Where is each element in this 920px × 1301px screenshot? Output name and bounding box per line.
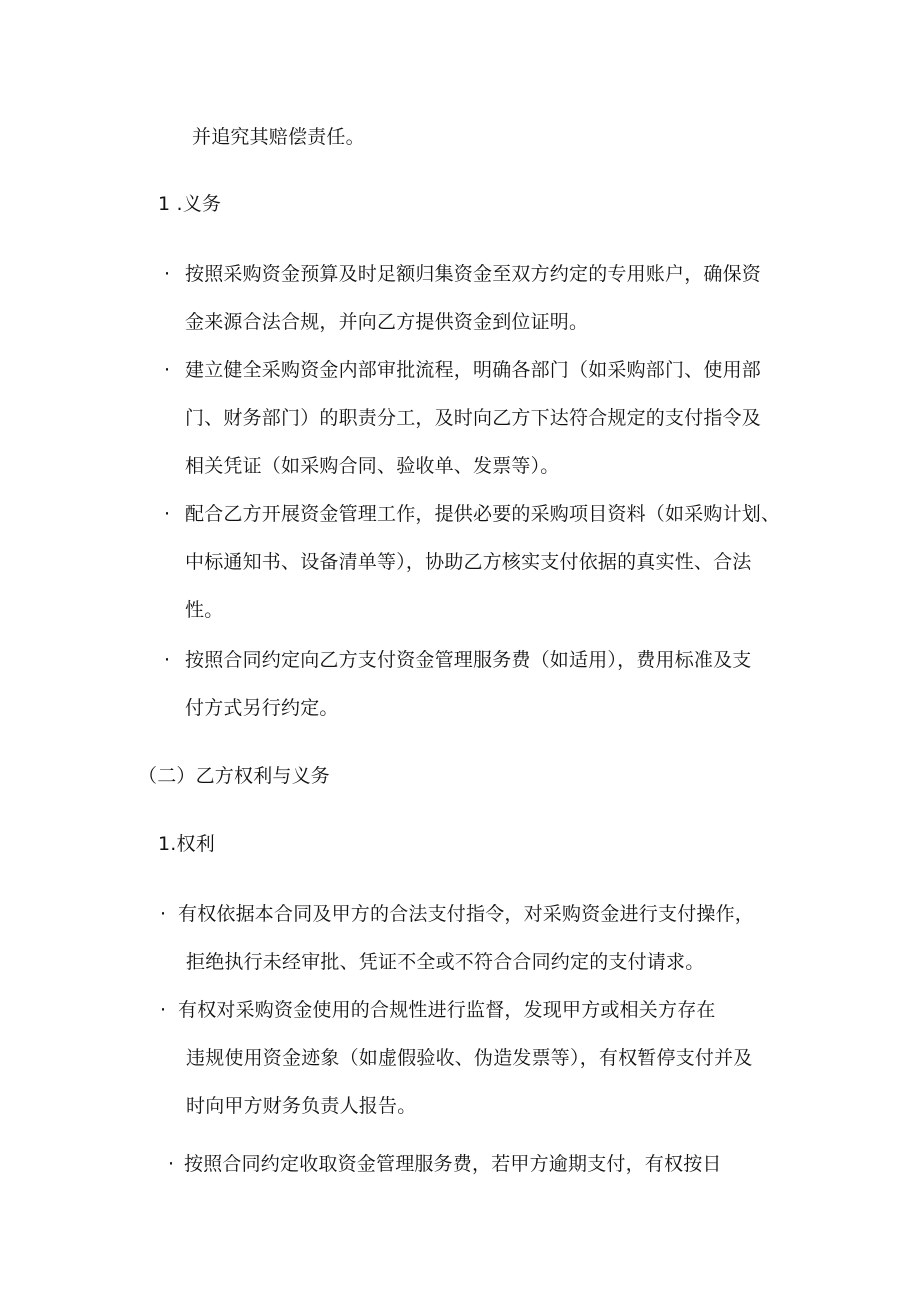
list-bullet: · — [160, 999, 167, 1021]
list-item-line: 建立健全采购资金内部审批流程，明确各部门（如采购部门、使用部 — [185, 359, 762, 381]
list-item-line: 有权依据本合同及甲方的合法支付指令，对采购资金进行支付操作， — [178, 903, 755, 925]
list-item-line: 按照合同约定收取资金管理服务费，若甲方逾期支付，有权按日 — [184, 1153, 722, 1175]
list-item-line: 付方式另行约定。 — [185, 697, 339, 719]
list-item-line: 相关凭证（如采购合同、验收单、发票等）。 — [185, 455, 560, 477]
list-item-line: 违规使用资金迹象（如虚假验收、伪造发票等），有权暂停支付并及 — [186, 1047, 753, 1069]
list-bullet: · — [160, 903, 167, 925]
list-bullet: · — [164, 359, 171, 381]
list-item-line: 配合乙方开展资金管理工作，提供必要的采购项目资料（如采购计划、 — [185, 503, 781, 525]
list-item-line: 时向甲方财务负责人报告。 — [186, 1095, 417, 1117]
rights-heading: 1.权利 — [158, 833, 215, 855]
list-bullet: · — [164, 263, 171, 285]
list-item-line: 性。 — [185, 599, 224, 621]
duties-heading: 1 .义务 — [158, 193, 222, 215]
list-bullet: · — [168, 1153, 175, 1175]
list-item-line: 门、财务部门）的职责分工，及时向乙方下达符合规定的支付指令及 — [185, 407, 762, 429]
list-item-line: 中标通知书、设备清单等），协助乙方核实支付依据的真实性、合法 — [185, 551, 752, 573]
list-item-line: 按照合同约定向乙方支付资金管理服务费（如适用），费用标准及支 — [185, 649, 752, 671]
list-item-line: 拒绝执行未经审批、凭证不全或不符合合同约定的支付请求。 — [186, 951, 705, 973]
list-item-line: 金来源合法合规，并向乙方提供资金到位证明。 — [185, 311, 589, 333]
intro-tail-text: 并追究其赔偿责任。 — [192, 126, 365, 148]
list-item-line: 有权对采购资金使用的合规性进行监督，发现甲方或相关方存在 — [178, 999, 716, 1021]
list-bullet: · — [164, 503, 171, 525]
list-bullet: · — [164, 649, 171, 671]
section-heading: （二）乙方权利与义务 — [138, 765, 331, 787]
list-item-line: 按照采购资金预算及时足额归集资金至双方约定的专用账户，确保资 — [185, 263, 762, 285]
